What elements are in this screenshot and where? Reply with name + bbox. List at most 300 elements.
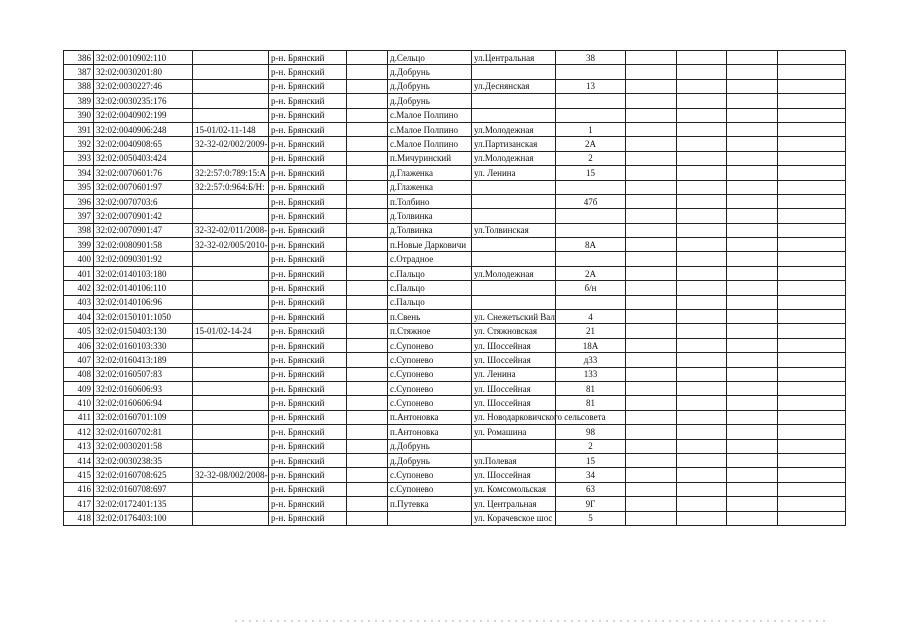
table-cell-e3	[727, 194, 778, 208]
table-cell-locality: с.Супонево	[388, 396, 472, 410]
table-cell-district: р-н. Брянский	[269, 151, 347, 165]
table-cell-reg	[193, 353, 269, 367]
table-cell-num: 409	[64, 381, 94, 395]
table-cell-e1	[626, 439, 677, 453]
table-cell-street: ул.Молодежная	[472, 151, 556, 165]
table-cell-e1	[626, 353, 677, 367]
table-cell-cad: 32:02:0140103:180	[94, 266, 193, 280]
table-cell-cad: 32:02:0160103:330	[94, 338, 193, 352]
table-cell-e2	[677, 108, 727, 122]
table-cell-street	[472, 281, 556, 295]
table-cell-locality: д.Добрунь	[388, 439, 472, 453]
table-cell-e2	[677, 122, 727, 136]
table-cell-e1	[626, 281, 677, 295]
table-cell-num: 403	[64, 295, 94, 309]
table-cell-cad: 32:02:0050403:424	[94, 151, 193, 165]
table-cell-district: р-н. Брянский	[269, 79, 347, 93]
table-cell-reg	[193, 51, 269, 65]
table-cell-blank	[347, 425, 388, 439]
table-cell-street: ул. Центральная	[472, 497, 556, 511]
table-cell-num: 415	[64, 468, 94, 482]
table-cell-street	[472, 439, 556, 453]
table-row	[64, 381, 846, 395]
table-cell-e2	[677, 381, 727, 395]
table-cell-e4	[778, 453, 846, 467]
table-cell-cad: 32:02:0030227:46	[94, 79, 193, 93]
table-cell-e1	[626, 238, 677, 252]
table-cell-e1	[626, 497, 677, 511]
table-cell-locality: п.Новые Дарковичи	[388, 238, 472, 252]
table-row	[64, 453, 846, 467]
table-cell-cad: 32:02:0040908:65	[94, 137, 193, 151]
table-cell-blank	[347, 453, 388, 467]
table-cell-cad: 32:02:0160708:625	[94, 468, 193, 482]
table-cell-e2	[677, 65, 727, 79]
table-cell-e1	[626, 310, 677, 324]
table-cell-cad: 32:02:0070901:42	[94, 209, 193, 223]
table-cell-e2	[677, 209, 727, 223]
table-cell-street	[472, 295, 556, 309]
table-cell-blank	[347, 194, 388, 208]
table-cell-reg	[193, 338, 269, 352]
table-cell-street: ул.Молодежная	[472, 122, 556, 136]
table-row	[64, 353, 846, 367]
table-cell-locality: п.Антоновка	[388, 425, 472, 439]
table-cell-street	[472, 238, 556, 252]
table-row	[64, 65, 846, 79]
table-cell-e3	[727, 310, 778, 324]
table-cell-district: р-н. Брянский	[269, 410, 347, 424]
table-cell-blank	[347, 209, 388, 223]
table-cell-e4	[778, 425, 846, 439]
table-cell-locality: д.Добрунь	[388, 453, 472, 467]
table-row	[64, 194, 846, 208]
table-cell-blank	[347, 410, 388, 424]
table-cell-street: ул.Центральная	[472, 51, 556, 65]
table-cell-house: 81	[556, 381, 626, 395]
table-cell-reg	[193, 194, 269, 208]
table-cell-e3	[727, 439, 778, 453]
table-cell-cad: 32:02:0172401:135	[94, 497, 193, 511]
table-cell-e3	[727, 295, 778, 309]
table-row	[64, 151, 846, 165]
table-cell-e4	[778, 223, 846, 237]
table-cell-locality: д.Добрунь	[388, 65, 472, 79]
table-cell-e4	[778, 381, 846, 395]
table-cell-e2	[677, 238, 727, 252]
table-cell-e2	[677, 482, 727, 496]
table-cell-num: 395	[64, 180, 94, 194]
table-cell-locality: д.Толвинка	[388, 223, 472, 237]
table-cell-locality: с.Малое Полпино	[388, 137, 472, 151]
table-cell-e1	[626, 122, 677, 136]
table-cell-num: 410	[64, 396, 94, 410]
table-cell-e2	[677, 166, 727, 180]
table-row	[64, 367, 846, 381]
table-cell-blank	[347, 51, 388, 65]
table-cell-reg	[193, 497, 269, 511]
table-cell-reg	[193, 281, 269, 295]
table-cell-e2	[677, 252, 727, 266]
table-cell-num: 399	[64, 238, 94, 252]
table-cell-reg	[193, 94, 269, 108]
table-cell-e4	[778, 439, 846, 453]
table-cell-reg	[193, 381, 269, 395]
table-cell-e1	[626, 94, 677, 108]
table-cell-num: 406	[64, 338, 94, 352]
table-cell-e3	[727, 367, 778, 381]
table-cell-e2	[677, 468, 727, 482]
table-cell-e3	[727, 482, 778, 496]
register-table	[63, 50, 846, 526]
table-cell-blank	[347, 79, 388, 93]
table-cell-district: р-н. Брянский	[269, 367, 347, 381]
table-cell-cad: 32:02:0140106:96	[94, 295, 193, 309]
table-cell-num: 390	[64, 108, 94, 122]
table-cell-num: 386	[64, 51, 94, 65]
table-cell-reg	[193, 310, 269, 324]
table-cell-e2	[677, 194, 727, 208]
table-cell-num: 413	[64, 439, 94, 453]
table-cell-locality: с.Отрадное	[388, 252, 472, 266]
table-cell-locality: д.Добрунь	[388, 79, 472, 93]
table-cell-e3	[727, 209, 778, 223]
table-cell-e3	[727, 122, 778, 136]
table-cell-e4	[778, 410, 846, 424]
table-cell-street	[472, 209, 556, 223]
table-cell-reg	[193, 482, 269, 496]
table-cell-house	[556, 94, 626, 108]
table-cell-blank	[347, 439, 388, 453]
table-cell-cad: 32:02:0030238:35	[94, 453, 193, 467]
table-cell-locality: д.Глаженка	[388, 166, 472, 180]
table-cell-street: ул. Шоссейная	[472, 396, 556, 410]
table-cell-locality: п.Путевка	[388, 497, 472, 511]
table-cell-house	[556, 209, 626, 223]
table-cell-locality: с.Малое Полпино	[388, 108, 472, 122]
table-cell-e4	[778, 79, 846, 93]
table-cell-e3	[727, 79, 778, 93]
table-cell-locality: с.Супонево	[388, 482, 472, 496]
table-cell-cad: 32:02:0010902:110	[94, 51, 193, 65]
table-cell-e3	[727, 497, 778, 511]
table-cell-locality: д.Добрунь	[388, 94, 472, 108]
table-cell-reg	[193, 453, 269, 467]
table-cell-num: 394	[64, 166, 94, 180]
table-cell-num: 402	[64, 281, 94, 295]
table-cell-e1	[626, 194, 677, 208]
table-cell-num: 405	[64, 324, 94, 338]
table-cell-e1	[626, 295, 677, 309]
table-cell-reg	[193, 151, 269, 165]
table-cell-e2	[677, 453, 727, 467]
table-cell-street: ул. Шоссейная	[472, 468, 556, 482]
table-cell-house: 81	[556, 396, 626, 410]
table-cell-house	[556, 252, 626, 266]
table-cell-street	[472, 252, 556, 266]
table-cell-e1	[626, 367, 677, 381]
table-cell-e4	[778, 94, 846, 108]
table-cell-locality: с.Малое Полпино	[388, 122, 472, 136]
table-cell-blank	[347, 94, 388, 108]
table-cell-locality: д.Сельцо	[388, 51, 472, 65]
table-cell-house	[556, 180, 626, 194]
table-cell-blank	[347, 468, 388, 482]
table-cell-blank	[347, 396, 388, 410]
table-row	[64, 223, 846, 237]
table-cell-district: р-н. Брянский	[269, 122, 347, 136]
table-cell-street: ул. Шоссейная	[472, 381, 556, 395]
table-row	[64, 468, 846, 482]
table-cell-e4	[778, 122, 846, 136]
table-cell-house: 47б	[556, 194, 626, 208]
table-cell-blank	[347, 281, 388, 295]
table-cell-street: ул.Полевая	[472, 453, 556, 467]
table-row	[64, 137, 846, 151]
table-cell-cad: 32:02:0160708:697	[94, 482, 193, 496]
table-cell-e1	[626, 324, 677, 338]
table-cell-reg: 15-01/02-11-148	[193, 122, 269, 136]
table-cell-house: 15	[556, 166, 626, 180]
table-cell-locality: п.Стяжное	[388, 324, 472, 338]
table-cell-locality: с.Супонево	[388, 338, 472, 352]
table-cell-blank	[347, 252, 388, 266]
table-cell-blank	[347, 367, 388, 381]
table-cell-district: р-н. Брянский	[269, 453, 347, 467]
table-cell-e1	[626, 209, 677, 223]
table-cell-num: 400	[64, 252, 94, 266]
table-cell-e1	[626, 151, 677, 165]
table-cell-street	[472, 180, 556, 194]
table-cell-district: р-н. Брянский	[269, 497, 347, 511]
table-cell-cad: 32:02:0030201:58	[94, 439, 193, 453]
table-cell-cad: 32:02:0040906:248	[94, 122, 193, 136]
table-cell-e3	[727, 396, 778, 410]
table-cell-num: 414	[64, 453, 94, 467]
table-cell-reg	[193, 209, 269, 223]
table-cell-house: 13	[556, 79, 626, 93]
table-cell-e3	[727, 166, 778, 180]
table-cell-e3	[727, 266, 778, 280]
table-cell-cad: 32:02:0080901:58	[94, 238, 193, 252]
table-cell-e2	[677, 137, 727, 151]
table-cell-blank	[347, 122, 388, 136]
table-cell-reg: 32-32-02/005/2010-	[193, 238, 269, 252]
table-cell-street: ул. Новодарковичского сельсовета	[472, 410, 556, 424]
table-cell-num: 408	[64, 367, 94, 381]
table-cell-e3	[727, 381, 778, 395]
table-cell-street: ул. Снежетьский Вал	[472, 310, 556, 324]
table-cell-e4	[778, 468, 846, 482]
table-cell-e3	[727, 94, 778, 108]
table-cell-reg: 15-01/02-14-24	[193, 324, 269, 338]
table-cell-e1	[626, 266, 677, 280]
table-row	[64, 209, 846, 223]
table-cell-street: ул. Стяжновская	[472, 324, 556, 338]
table-cell-e2	[677, 396, 727, 410]
table-cell-district: р-н. Брянский	[269, 108, 347, 122]
table-cell-e2	[677, 94, 727, 108]
table-cell-locality: с.Пальцо	[388, 295, 472, 309]
table-row	[64, 51, 846, 65]
table-cell-house: 2А	[556, 266, 626, 280]
table-cell-reg	[193, 439, 269, 453]
table-row	[64, 338, 846, 352]
table-cell-district: р-н. Брянский	[269, 482, 347, 496]
table-cell-locality: п.Мичуринский	[388, 151, 472, 165]
table-row	[64, 166, 846, 180]
table-cell-cad: 32:02:0070601:97	[94, 180, 193, 194]
table-cell-locality: с.Супонево	[388, 381, 472, 395]
table-cell-district: р-н. Брянский	[269, 180, 347, 194]
table-cell-e2	[677, 266, 727, 280]
table-cell-district: р-н. Брянский	[269, 439, 347, 453]
table-cell-e2	[677, 367, 727, 381]
table-cell-e2	[677, 497, 727, 511]
table-cell-street	[472, 65, 556, 79]
table-cell-e2	[677, 353, 727, 367]
table-cell-num: 387	[64, 65, 94, 79]
table-cell-e1	[626, 108, 677, 122]
table-cell-num: 412	[64, 425, 94, 439]
table-cell-blank	[347, 65, 388, 79]
table-cell-house	[556, 223, 626, 237]
table-cell-e2	[677, 281, 727, 295]
table-cell-street	[472, 108, 556, 122]
table-cell-e4	[778, 180, 846, 194]
table-cell-num: 417	[64, 497, 94, 511]
table-cell-cad: 32:02:0160413:189	[94, 353, 193, 367]
table-cell-e4	[778, 238, 846, 252]
table-cell-reg: 32-32-02/002/2009-	[193, 137, 269, 151]
table-cell-e2	[677, 295, 727, 309]
table-cell-locality: с.Супонево	[388, 367, 472, 381]
table-cell-blank	[347, 381, 388, 395]
table-cell-blank	[347, 353, 388, 367]
table-cell-blank	[347, 310, 388, 324]
table-row	[64, 252, 846, 266]
table-cell-locality: д.Толвинка	[388, 209, 472, 223]
table-cell-num: 393	[64, 151, 94, 165]
table-row	[64, 266, 846, 280]
table-cell-house: 38	[556, 51, 626, 65]
table-cell-reg	[193, 511, 269, 525]
table-cell-district: р-н. Брянский	[269, 266, 347, 280]
table-cell-locality: д.Глаженка	[388, 180, 472, 194]
table-cell-street: ул. Корачевское шос	[472, 511, 556, 525]
table-cell-num: 388	[64, 79, 94, 93]
table-cell-e1	[626, 468, 677, 482]
table-cell-e3	[727, 51, 778, 65]
table-cell-num: 389	[64, 94, 94, 108]
table-cell-e4	[778, 497, 846, 511]
table-cell-blank	[347, 338, 388, 352]
table-cell-e3	[727, 425, 778, 439]
table-cell-e4	[778, 511, 846, 525]
table-row	[64, 180, 846, 194]
table-cell-e4	[778, 353, 846, 367]
table-cell-e2	[677, 439, 727, 453]
table-cell-blank	[347, 166, 388, 180]
table-row	[64, 238, 846, 252]
table-cell-district: р-н. Брянский	[269, 310, 347, 324]
table-cell-reg	[193, 252, 269, 266]
table-cell-e1	[626, 252, 677, 266]
table-cell-e4	[778, 252, 846, 266]
table-cell-blank	[347, 295, 388, 309]
table-cell-cad: 32:02:0160701:109	[94, 410, 193, 424]
table-cell-e3	[727, 338, 778, 352]
table-cell-district: р-н. Брянский	[269, 338, 347, 352]
table-cell-house: 15	[556, 453, 626, 467]
table-cell-e2	[677, 151, 727, 165]
table-cell-district: р-н. Брянский	[269, 209, 347, 223]
table-cell-e1	[626, 410, 677, 424]
table-cell-e4	[778, 295, 846, 309]
table-cell-num: 411	[64, 410, 94, 424]
table-cell-e4	[778, 266, 846, 280]
table-cell-reg	[193, 295, 269, 309]
table-row	[64, 310, 846, 324]
table-cell-reg	[193, 425, 269, 439]
table-cell-house: 8А	[556, 238, 626, 252]
table-cell-cad: 32:02:0160702:81	[94, 425, 193, 439]
table-row	[64, 79, 846, 93]
table-cell-street: ул. Ленина	[472, 367, 556, 381]
table-cell-locality: п.Толбино	[388, 194, 472, 208]
table-cell-house: д33	[556, 353, 626, 367]
table-cell-street: ул.Деснянская	[472, 79, 556, 93]
table-cell-blank	[347, 180, 388, 194]
table-row	[64, 324, 846, 338]
table-row	[64, 122, 846, 136]
table-cell-e4	[778, 65, 846, 79]
table-cell-e1	[626, 180, 677, 194]
table-cell-num: 416	[64, 482, 94, 496]
table-cell-e4	[778, 310, 846, 324]
table-row	[64, 497, 846, 511]
table-cell-district: р-н. Брянский	[269, 396, 347, 410]
table-cell-e2	[677, 324, 727, 338]
table-cell-e3	[727, 281, 778, 295]
table-cell-e3	[727, 252, 778, 266]
table-cell-blank	[347, 238, 388, 252]
table-cell-street: ул. Шоссейная	[472, 338, 556, 352]
table-cell-cad: 32:02:0150403:130	[94, 324, 193, 338]
table-row	[64, 425, 846, 439]
table-cell-house: 9Г	[556, 497, 626, 511]
table-cell-district: р-н. Брянский	[269, 252, 347, 266]
table-cell-num: 392	[64, 137, 94, 151]
table-cell-cad: 32:02:0160606:93	[94, 381, 193, 395]
table-cell-district: р-н. Брянский	[269, 238, 347, 252]
table-cell-num: 396	[64, 194, 94, 208]
table-cell-e3	[727, 353, 778, 367]
table-cell-num: 404	[64, 310, 94, 324]
table-cell-cad: 32:02:0070901:47	[94, 223, 193, 237]
table-cell-e4	[778, 137, 846, 151]
table-cell-e1	[626, 338, 677, 352]
table-cell-district: р-н. Брянский	[269, 281, 347, 295]
table-cell-e2	[677, 511, 727, 525]
table-cell-street: ул.Толвинская	[472, 223, 556, 237]
table-cell-reg: 32:2:57:0:789:15:А	[193, 166, 269, 180]
table-cell-reg	[193, 396, 269, 410]
table-cell-e3	[727, 238, 778, 252]
table-cell-e1	[626, 453, 677, 467]
table-cell-locality: с.Супонево	[388, 468, 472, 482]
table-cell-e1	[626, 79, 677, 93]
